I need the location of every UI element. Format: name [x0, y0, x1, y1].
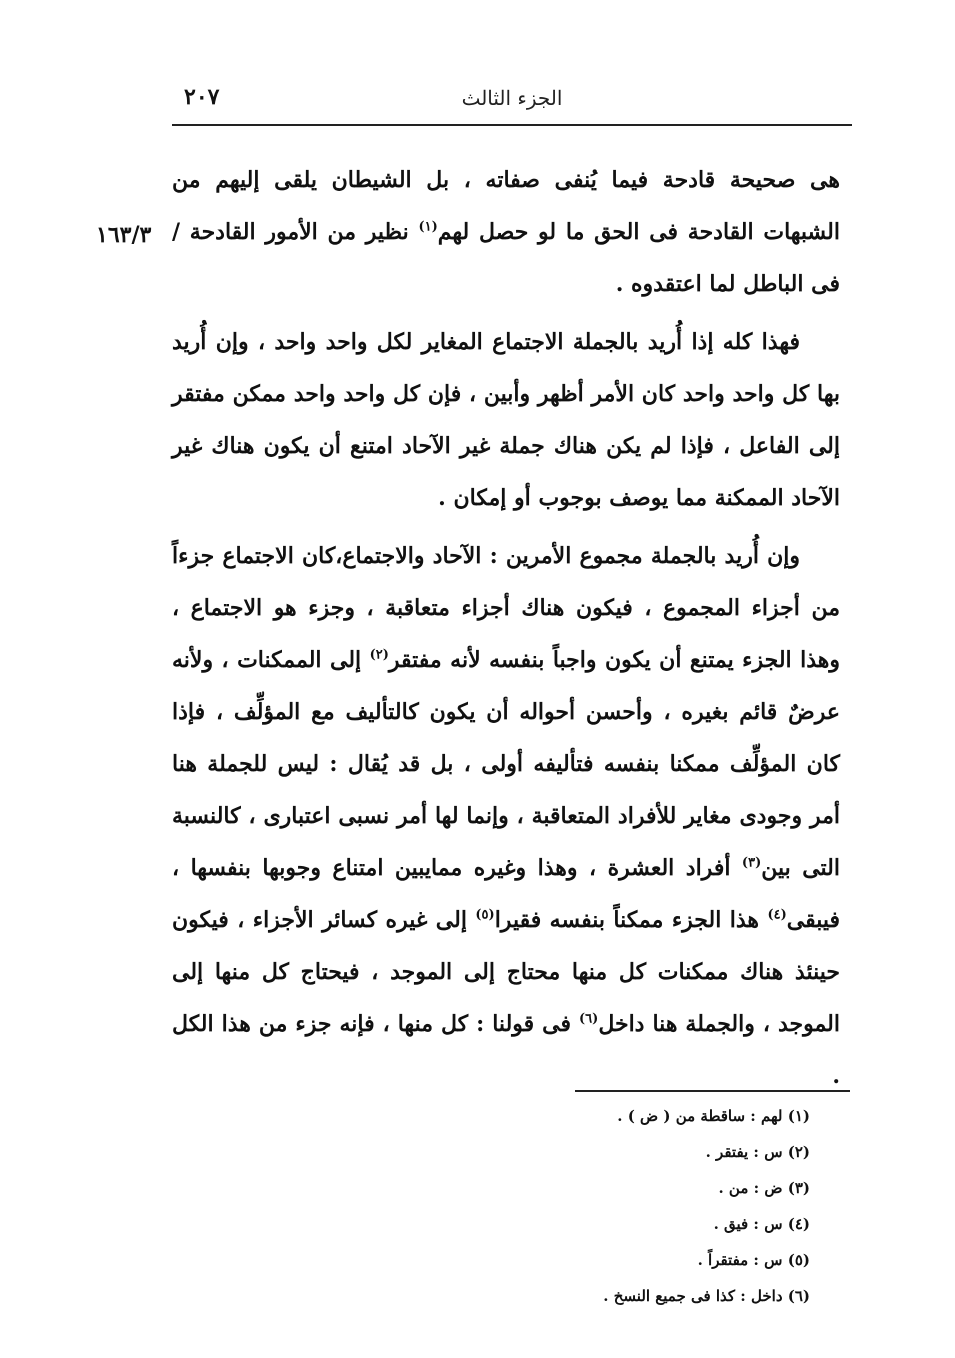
footnote-marker: (٥) — [475, 907, 495, 923]
footnote-marker: (٤) — [767, 907, 787, 923]
margin-reference: ١٦٣/٣ — [96, 222, 152, 248]
text-span: وإن أُريد بالجملة مجموع الأمرين : الآحاد والاجتماع،كان الاجتماع جزءاً من أجزاء المجموع ، فيكون هناك أجزاء متعاقبة ، وجزء هو الاجتماع ، وهذا الجزء يمتنع أن يكون واجباً بنفسه لأنه مفتقر — [172, 543, 841, 673]
page-number: ٢٠٧ — [184, 84, 220, 110]
text-span: أفراد العشرة ، وهذا وغيره ممايبين امتناع وجوبها بنفسها ، فيبقى — [172, 855, 840, 933]
page-header — [172, 82, 852, 116]
text-span: إلى الممكنات ، ولأنه عرضٌ قائم بغيره ، وأحسن أحواله أن يكون كالتأليف مع المؤلِّف ، فإذا كان المؤلِّف ممكنا بنفسه فتأليفه أولى ، بل قد يُقال : ليس للجملة هنا أمر وجودى مغاير للأفراد المتعاقبة ، وإنما لها أمر نسبى اعتبارى ، كالنسبة التى بين — [172, 647, 840, 881]
footnote-1: (١) لهم : ساقطة من ( ض ) . — [617, 1107, 810, 1125]
text-span: هى صحيحة قادحة فيما يُنفى صفاته ، بل الشيطان يلقى إليهم من الشبهات القادحة فى الحق ما لو حصل لهم — [172, 167, 840, 245]
paragraph-2: فهذا كله إذا أُريد بالجملة الاجتماع المغاير لكل واحد واحد ، وإن أُريد بها كل واحد واحد كان الأمر أظهر وأبين ، فإن كل واحد واحد ممكن مفتقر إلى الفاعل ، فإذا لم يكن هناك جملة غير الآحاد امتنع أن يكون هناك غير الآحاد الممكنة مما يوصف بوجوب أو إمكان . — [172, 329, 840, 511]
text-span: نظير من الأمور القادحة / فى الباطل لما اعتقدوه . — [172, 219, 840, 297]
header-rule — [172, 124, 852, 126]
paragraph-1 — [172, 154, 840, 310]
text-span: إلى غيره كسائر الأجزاء ، فيكون حينئذ هناك ممكنات كل منها محتاج إلى الموجد ، فيحتاج كل منها إلى الموجد ، والجملة هنا داخل — [172, 907, 840, 1037]
footnote-rule — [575, 1090, 850, 1092]
footnote-2: (٢) س : يفتقر . — [705, 1143, 810, 1161]
footnote-marker: (٢) — [369, 647, 389, 663]
footnote-6: (٦) داخل : كذا فى جميع النسخ . — [603, 1287, 810, 1305]
footnote-4: (٤) س : فيق . — [713, 1215, 810, 1233]
footnote-marker: (١) — [418, 219, 438, 235]
footnote-marker: (٦) — [579, 1011, 599, 1027]
footnotes — [500, 1098, 810, 1314]
text-span: فى قولنا : كل منها ، فإنه جزء من هذا الكل . — [172, 1011, 840, 1089]
paragraph-3 — [172, 530, 840, 1102]
text-span: هذا الجزء ممكناً بنفسه فقيرا — [494, 907, 768, 933]
footnote-marker: (٣) — [741, 855, 762, 871]
running-title: الجزء الثالث — [461, 86, 563, 110]
main-text — [172, 154, 840, 1102]
footnote-3: (٣) ض : من . — [718, 1179, 810, 1197]
footnote-5: (٥) س : مفتقراً . — [697, 1251, 810, 1269]
